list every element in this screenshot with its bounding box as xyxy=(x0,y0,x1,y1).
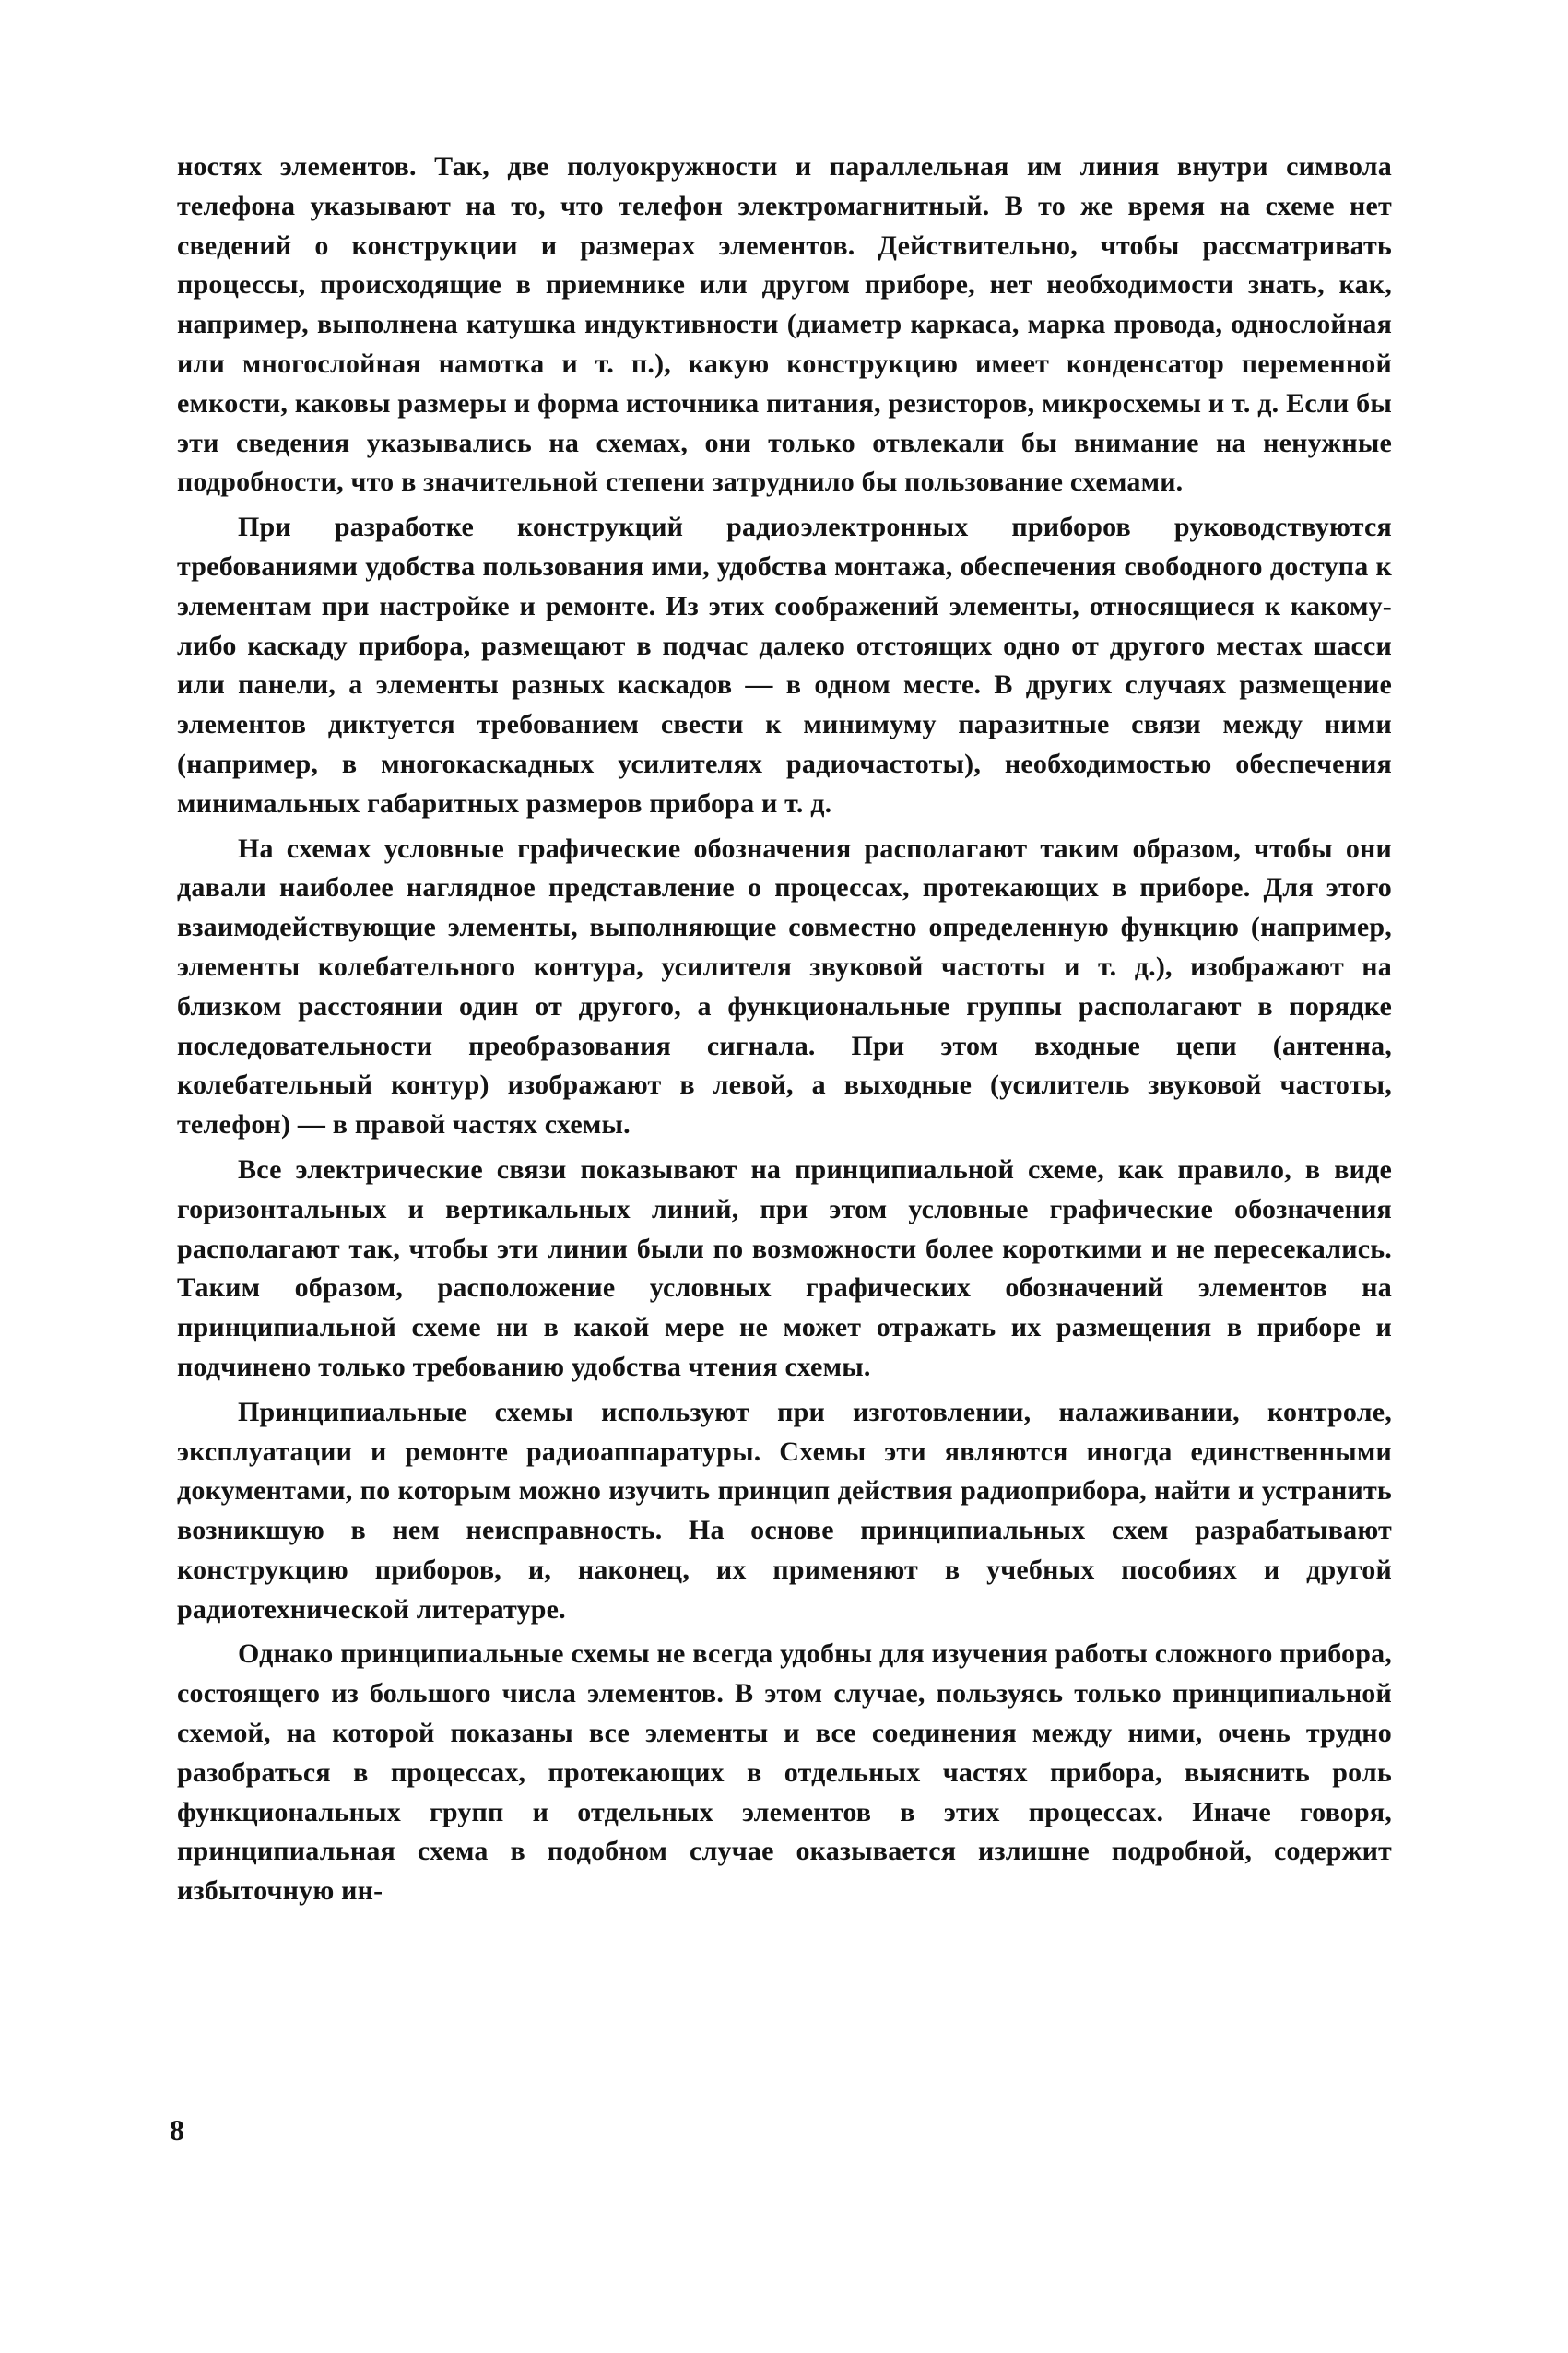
paragraph-symbol-layout: На схемах условные графические обозначения располагают таким образом, чтобы они давали наиболее наглядное представление о процессах, протекающих в приборе. Для этого взаимодействующие элементы, выполняющие совместно определенную функцию (например, элементы колебательного контура, усилителя звуковой частоты и т. д.), изображают на близком расстоянии один от другого, а функциональные группы располагают в порядке последовательности преобразования сигнала. При этом входные цепи (антенна, колебательный контур) изображают в левой, а выходные (усилитель звуковой частоты, телефон) — в правой частях схемы. xyxy=(177,833,1392,1141)
paragraph-construction: При разработке конструкций радиоэлектронных приборов руководствуются требованиями удобства пользования ими, удобства монтажа, обеспечения свободного доступа к элементам при настройке и ремонте. Из этих соображений элементы, относящиеся к какому-либо каскаду прибора, размещают в подчас далеко отстоящих одно от другого местах шасси или панели, а элементы разных каскадов — в одном месте. В других случаях размещение элементов диктуется требованием свести к минимуму паразитные связи между ними (например, в многокаскадных усилителях радиочастоты), необходимостью обеспечения минимальных габаритных размеров прибора и т. д. xyxy=(177,512,1392,819)
page-number: 8 xyxy=(170,2113,184,2146)
paragraph-continuation: ностях элементов. Так, две полуокружности и параллельная им линия внутри символа телефона указывают на то, что телефон электромагнитный. В то же время на схеме нет сведений о конструкции и размерах элементов. Действительно, чтобы рассматривать процессы, происходящие в приемнике или другом приборе, нет необходимости знать, как, например, выполнена катушка индуктивности (диаметр каркаса, марка провода, однослойная или многослойная намотка и т. п.), какую конструкцию имеет конденсатор переменной емкости, каковы размеры и форма источника питания, резисторов, микросхемы и т. д. Если бы эти сведения указывались на схемах, они только отвлекали бы внимание на ненужные подробности, что в значительной степени затруднило бы пользование схемами. xyxy=(177,151,1392,498)
paragraph-schematic-usage: Принципиальные схемы используют при изготовлении, налаживании, контроле, эксплуатации и ремонте радиоаппаратуры. Схемы эти являются иногда единственными документами, по которым можно изучить принцип действия радиоприбора, найти и устранить возникшую в нем неисправность. На основе принципиальных схем разрабатывают конструкцию приборов, и, наконец, их применяют в учебных пособиях и другой радиотехнической литературе. xyxy=(177,1396,1392,1625)
paragraph-electrical-connections: Все электрические связи показывают на принципиальной схеме, как правило, в виде горизонтальных и вертикальных линий, при этом условные графические обозначения располагают так, чтобы эти линии были по возможности более короткими и не пересекались. Таким образом, расположение условных графических обозначений элементов на принципиальной схеме ни в какой мере не может отражать их размещения в приборе и подчинено только требованию удобства чтения схемы. xyxy=(177,1153,1392,1382)
body-text xyxy=(177,148,1392,1917)
paragraph-schematic-limitations: Однако принципиальные схемы не всегда удобны для изучения работы сложного прибора, состоящего из большого числа элементов. В этом случае, пользуясь только принципиальной схемой, на которой показаны все элементы и все соединения между ними, очень трудно разобраться в процессах, протекающих в отдельных частях прибора, выяснить роль функциональных групп и отдельных элементов в этих процессах. Иначе говоря, принципиальная схема в подобном случае оказывается излишне подробной, содержит избыточную ин- xyxy=(177,1638,1392,1907)
